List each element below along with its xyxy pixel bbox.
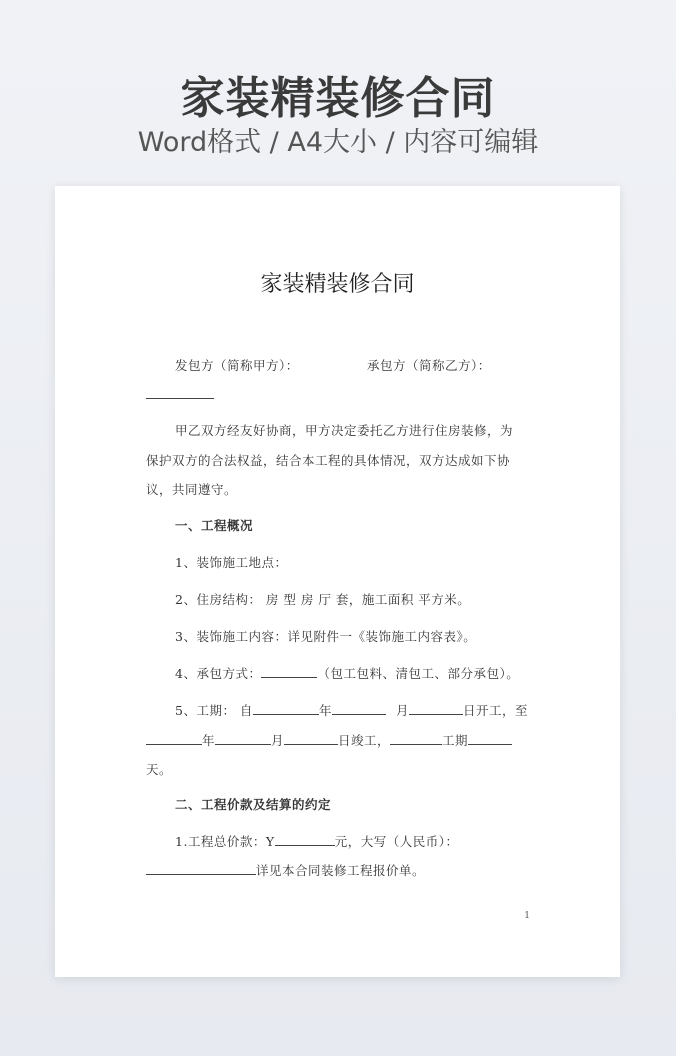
price-line-1 (175, 832, 458, 850)
section-1-heading: 一、工程概况 (175, 518, 254, 533)
document-title: 家装精装修合同 (260, 272, 415, 297)
blank (253, 702, 319, 715)
month-label: 月 (395, 703, 409, 718)
party-a-label: 发包方（简称甲方）： (175, 358, 299, 373)
start-label: 日开工，至 (462, 703, 528, 718)
price-label: 1.工程总价款：Y (175, 834, 275, 849)
intro-line-1: 甲乙双方经友好协商，甲方决定委托乙方进行住房装修，为 (175, 423, 514, 438)
price-line-2 (146, 861, 425, 879)
party-b-label: 承包方（简称乙方）： (367, 358, 491, 373)
banner-subtitle: Word格式 / A4大小 / 内容可编辑 (137, 127, 539, 158)
item-5-label: 5、工期： 自 (175, 703, 253, 718)
item-3: 3、装饰施工内容：详见附件一《装饰施工内容表》。 (175, 629, 477, 644)
banner-title: 家装精装修合同 (180, 73, 496, 124)
item-4-label: 4、承包方式： (175, 666, 262, 681)
end-label: 日竣工， (338, 733, 391, 748)
intro-line-2: 保护双方的合法权益，结合本工程的具体情况，双方达成如下协 (146, 453, 511, 468)
year-label-2: 年 (202, 733, 216, 748)
month-label-2: 月 (271, 733, 285, 748)
item-5-line-3: 天。 (146, 762, 173, 777)
item-2: 2、住房结构： 房 型 房 厅 套，施工面积 平方米。 (175, 592, 471, 607)
blank (146, 862, 256, 875)
item-1: 1、装饰施工地点： (175, 555, 288, 570)
section-2-heading: 二、工程价款及结算的约定 (175, 797, 332, 812)
blank (275, 833, 335, 846)
blank (284, 732, 338, 745)
blank (332, 702, 386, 715)
period-label: 工期 (442, 733, 469, 748)
blank (215, 732, 271, 745)
blank (409, 702, 463, 715)
page-number: 1 (524, 911, 530, 921)
blank (468, 732, 512, 745)
price-detail: 详见本合同装修工程报价单。 (256, 863, 426, 878)
blank (390, 732, 442, 745)
year-label: 年 (318, 703, 332, 718)
item-4-options: （包工包料、清包工、部分承包）。 (317, 666, 520, 681)
blank (146, 732, 202, 745)
item-4 (175, 664, 519, 682)
item-5-line-1 (175, 701, 528, 719)
party-blank-line (146, 386, 214, 402)
item-4-blank (261, 665, 317, 678)
item-5-line-2 (146, 731, 512, 749)
price-capital-label: 元，大写（人民币）： (334, 834, 459, 849)
intro-line-3: 议，共同遵守。 (146, 482, 238, 497)
document-page (55, 186, 620, 977)
